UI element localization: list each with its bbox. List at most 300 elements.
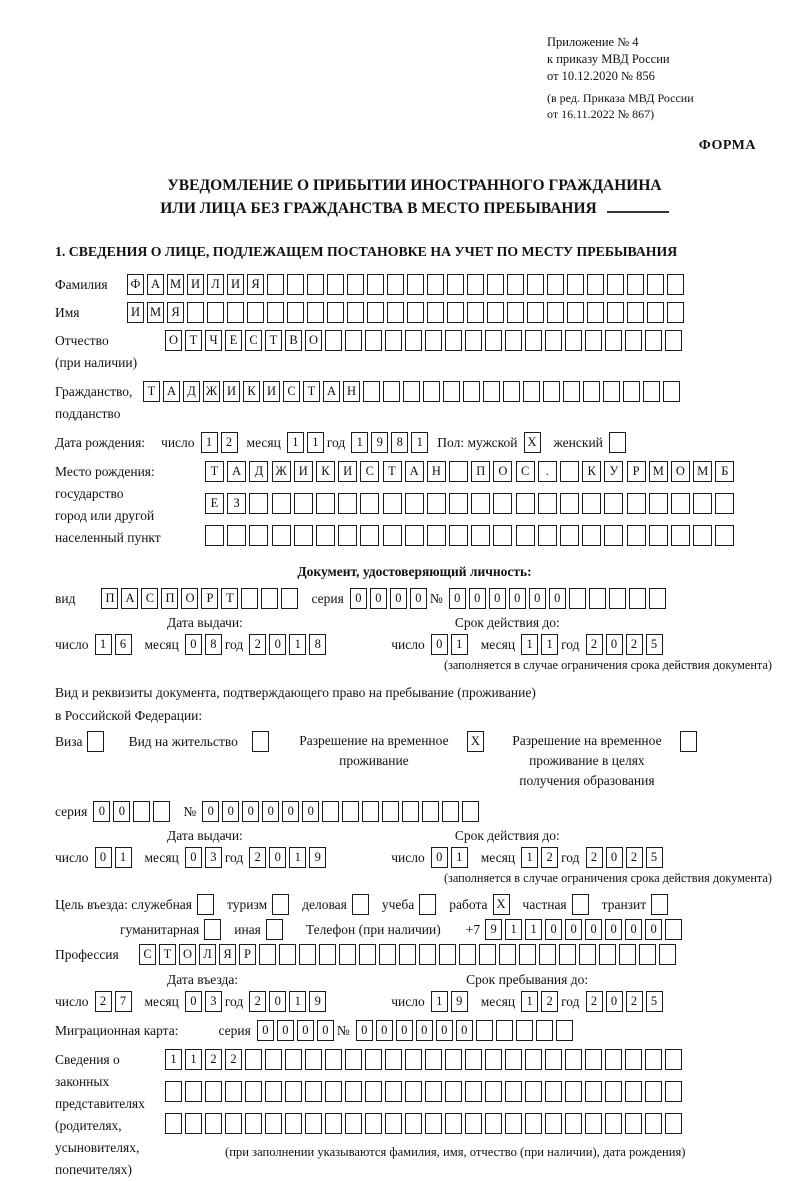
char-cell[interactable]: Б (715, 461, 734, 482)
char-cell[interactable]: И (127, 302, 144, 323)
entry-day-input[interactable] (95, 991, 135, 1012)
char-cell[interactable]: Д (183, 381, 200, 402)
char-cell[interactable] (505, 330, 522, 351)
char-cell[interactable]: 2 (249, 991, 266, 1012)
id-issue-day-input[interactable] (95, 634, 135, 655)
name-input[interactable] (127, 302, 687, 323)
phone-input[interactable] (485, 919, 685, 940)
char-cell[interactable] (693, 493, 712, 514)
char-cell[interactable] (382, 801, 399, 822)
char-cell[interactable] (527, 274, 544, 295)
char-cell[interactable] (465, 1049, 482, 1070)
char-cell[interactable] (479, 944, 496, 965)
purpose-humanitarian-checkbox[interactable] (204, 919, 224, 940)
purpose-business-checkbox[interactable] (352, 894, 372, 915)
char-cell[interactable] (647, 302, 664, 323)
char-cell[interactable] (423, 381, 440, 402)
char-cell[interactable] (499, 944, 516, 965)
char-cell[interactable] (207, 302, 224, 323)
char-cell[interactable] (449, 525, 468, 546)
char-cell[interactable]: К (243, 381, 260, 402)
char-cell[interactable] (365, 330, 382, 351)
char-cell[interactable]: 1 (521, 847, 538, 868)
char-cell[interactable] (445, 330, 462, 351)
char-cell[interactable] (525, 1113, 542, 1134)
char-cell[interactable] (383, 381, 400, 402)
char-cell[interactable] (447, 274, 464, 295)
char-cell[interactable]: 2 (586, 634, 603, 655)
char-cell[interactable]: Т (221, 588, 238, 609)
char-cell[interactable] (483, 381, 500, 402)
char-cell[interactable] (362, 801, 379, 822)
char-cell[interactable] (565, 1113, 582, 1134)
char-cell[interactable]: 2 (541, 847, 558, 868)
char-cell[interactable] (403, 381, 420, 402)
migration-number-input[interactable] (356, 1020, 576, 1041)
char-cell[interactable] (565, 1049, 582, 1070)
char-cell[interactable]: 7 (115, 991, 132, 1012)
char-cell[interactable] (538, 525, 557, 546)
char-cell[interactable]: 2 (626, 847, 643, 868)
char-cell[interactable]: А (405, 461, 424, 482)
char-cell[interactable] (507, 302, 524, 323)
char-cell[interactable]: О (493, 461, 512, 482)
char-cell[interactable] (647, 274, 664, 295)
char-cell[interactable] (252, 731, 269, 752)
char-cell[interactable] (285, 1081, 302, 1102)
sex-male-checkbox[interactable] (524, 432, 544, 453)
char-cell[interactable] (476, 1020, 493, 1041)
char-cell[interactable]: П (161, 588, 178, 609)
char-cell[interactable]: Д (249, 461, 268, 482)
char-cell[interactable] (87, 731, 104, 752)
char-cell[interactable]: Т (159, 944, 176, 965)
char-cell[interactable] (352, 894, 369, 915)
char-cell[interactable] (582, 525, 601, 546)
id-issue-year-input[interactable] (249, 634, 329, 655)
char-cell[interactable] (560, 525, 579, 546)
char-cell[interactable] (619, 944, 636, 965)
char-cell[interactable] (185, 1081, 202, 1102)
char-cell[interactable]: 1 (451, 847, 468, 868)
char-cell[interactable]: 0 (410, 588, 427, 609)
char-cell[interactable]: А (323, 381, 340, 402)
char-cell[interactable]: 2 (586, 991, 603, 1012)
char-cell[interactable]: 0 (605, 919, 622, 940)
char-cell[interactable] (294, 525, 313, 546)
char-cell[interactable] (267, 302, 284, 323)
char-cell[interactable] (338, 493, 357, 514)
char-cell[interactable]: И (263, 381, 280, 402)
char-cell[interactable] (383, 525, 402, 546)
char-cell[interactable] (307, 302, 324, 323)
char-cell[interactable] (680, 731, 697, 752)
char-cell[interactable] (197, 894, 214, 915)
char-cell[interactable] (425, 330, 442, 351)
char-cell[interactable]: 2 (626, 634, 643, 655)
char-cell[interactable]: 0 (529, 588, 546, 609)
char-cell[interactable]: Я (247, 274, 264, 295)
char-cell[interactable] (587, 302, 604, 323)
char-cell[interactable] (405, 330, 422, 351)
char-cell[interactable]: Р (627, 461, 646, 482)
char-cell[interactable] (419, 894, 436, 915)
char-cell[interactable] (565, 330, 582, 351)
char-cell[interactable]: У (604, 461, 623, 482)
char-cell[interactable] (665, 1049, 682, 1070)
purpose-study-checkbox[interactable] (419, 894, 439, 915)
char-cell[interactable] (204, 919, 221, 940)
char-cell[interactable]: 0 (269, 847, 286, 868)
char-cell[interactable] (265, 1113, 282, 1134)
char-cell[interactable]: 0 (416, 1020, 433, 1041)
char-cell[interactable]: М (167, 274, 184, 295)
char-cell[interactable] (671, 493, 690, 514)
char-cell[interactable] (407, 302, 424, 323)
char-cell[interactable] (305, 1113, 322, 1134)
id-number-input[interactable] (449, 588, 669, 609)
char-cell[interactable] (625, 330, 642, 351)
char-cell[interactable] (307, 274, 324, 295)
char-cell[interactable]: С (245, 330, 262, 351)
char-cell[interactable] (639, 944, 656, 965)
char-cell[interactable] (559, 944, 576, 965)
char-cell[interactable] (439, 944, 456, 965)
char-cell[interactable] (383, 493, 402, 514)
char-cell[interactable]: 0 (93, 801, 110, 822)
char-cell[interactable] (567, 274, 584, 295)
char-cell[interactable] (319, 944, 336, 965)
char-cell[interactable] (272, 493, 291, 514)
char-cell[interactable] (325, 1081, 342, 1102)
char-cell[interactable] (345, 1113, 362, 1134)
char-cell[interactable] (545, 1081, 562, 1102)
char-cell[interactable] (527, 302, 544, 323)
char-cell[interactable] (582, 493, 601, 514)
char-cell[interactable] (627, 274, 644, 295)
char-cell[interactable] (205, 1113, 222, 1134)
char-cell[interactable] (345, 1081, 362, 1102)
char-cell[interactable] (305, 1049, 322, 1070)
char-cell[interactable] (605, 1081, 622, 1102)
char-cell[interactable] (165, 1113, 182, 1134)
char-cell[interactable]: Я (167, 302, 184, 323)
char-cell[interactable]: С (141, 588, 158, 609)
id-valid-month-input[interactable] (521, 634, 561, 655)
char-cell[interactable]: 1 (351, 432, 368, 453)
char-cell[interactable] (560, 493, 579, 514)
char-cell[interactable] (545, 1113, 562, 1134)
char-cell[interactable]: С (139, 944, 156, 965)
birth-year-input[interactable] (351, 432, 431, 453)
char-cell[interactable] (249, 525, 268, 546)
char-cell[interactable] (359, 944, 376, 965)
char-cell[interactable]: 8 (309, 634, 326, 655)
char-cell[interactable]: 2 (95, 991, 112, 1012)
char-cell[interactable]: 0 (390, 588, 407, 609)
char-cell[interactable]: Т (185, 330, 202, 351)
residence-permit-checkbox[interactable] (252, 731, 272, 752)
char-cell[interactable] (419, 944, 436, 965)
char-cell[interactable]: М (693, 461, 712, 482)
char-cell[interactable] (281, 588, 298, 609)
purpose-private-checkbox[interactable] (572, 894, 592, 915)
char-cell[interactable]: Т (383, 461, 402, 482)
char-cell[interactable] (402, 801, 419, 822)
char-cell[interactable] (385, 1081, 402, 1102)
char-cell[interactable] (285, 1113, 302, 1134)
char-cell[interactable] (625, 1113, 642, 1134)
char-cell[interactable] (471, 493, 490, 514)
char-cell[interactable]: 0 (509, 588, 526, 609)
char-cell[interactable]: О (671, 461, 690, 482)
char-cell[interactable] (589, 588, 606, 609)
char-cell[interactable] (545, 1049, 562, 1070)
char-cell[interactable] (560, 461, 579, 482)
char-cell[interactable] (487, 302, 504, 323)
char-cell[interactable]: 0 (625, 919, 642, 940)
char-cell[interactable]: 0 (282, 801, 299, 822)
char-cell[interactable] (325, 1049, 342, 1070)
char-cell[interactable]: Я (219, 944, 236, 965)
char-cell[interactable]: 0 (431, 847, 448, 868)
char-cell[interactable]: 9 (371, 432, 388, 453)
char-cell[interactable]: 0 (262, 801, 279, 822)
char-cell[interactable]: Т (303, 381, 320, 402)
char-cell[interactable] (523, 381, 540, 402)
char-cell[interactable]: Р (201, 588, 218, 609)
char-cell[interactable] (443, 381, 460, 402)
char-cell[interactable] (327, 302, 344, 323)
char-cell[interactable] (305, 1081, 322, 1102)
char-cell[interactable] (659, 944, 676, 965)
char-cell[interactable]: П (471, 461, 490, 482)
char-cell[interactable] (405, 493, 424, 514)
char-cell[interactable] (339, 944, 356, 965)
char-cell[interactable] (463, 381, 480, 402)
purpose-transit-checkbox[interactable] (651, 894, 671, 915)
char-cell[interactable]: 3 (205, 847, 222, 868)
purpose-tourism-checkbox[interactable] (272, 894, 292, 915)
char-cell[interactable]: 2 (626, 991, 643, 1012)
char-cell[interactable] (345, 1049, 362, 1070)
char-cell[interactable] (505, 1081, 522, 1102)
char-cell[interactable]: С (516, 461, 535, 482)
char-cell[interactable] (563, 381, 580, 402)
char-cell[interactable] (525, 1049, 542, 1070)
char-cell[interactable]: О (305, 330, 322, 351)
char-cell[interactable] (493, 493, 512, 514)
char-cell[interactable]: И (227, 274, 244, 295)
char-cell[interactable] (585, 330, 602, 351)
char-cell[interactable]: . (538, 461, 557, 482)
char-cell[interactable] (605, 330, 622, 351)
char-cell[interactable]: З (227, 493, 246, 514)
representatives-row2-input[interactable] (165, 1081, 685, 1102)
char-cell[interactable] (547, 274, 564, 295)
char-cell[interactable]: 2 (249, 847, 266, 868)
char-cell[interactable]: X (524, 432, 541, 453)
char-cell[interactable] (265, 1049, 282, 1070)
char-cell[interactable]: М (649, 461, 668, 482)
char-cell[interactable]: 0 (317, 1020, 334, 1041)
birthplace-row3-input[interactable] (205, 525, 738, 546)
char-cell[interactable] (367, 302, 384, 323)
char-cell[interactable]: А (163, 381, 180, 402)
char-cell[interactable] (425, 1113, 442, 1134)
birth-day-input[interactable] (201, 432, 241, 453)
char-cell[interactable] (442, 801, 459, 822)
char-cell[interactable] (249, 493, 268, 514)
char-cell[interactable] (471, 525, 490, 546)
char-cell[interactable]: 2 (225, 1049, 242, 1070)
char-cell[interactable] (467, 274, 484, 295)
char-cell[interactable] (347, 302, 364, 323)
char-cell[interactable]: 0 (185, 847, 202, 868)
char-cell[interactable]: 1 (165, 1049, 182, 1070)
char-cell[interactable] (449, 493, 468, 514)
char-cell[interactable]: О (179, 944, 196, 965)
char-cell[interactable]: 1 (289, 991, 306, 1012)
char-cell[interactable]: 0 (585, 919, 602, 940)
char-cell[interactable] (279, 944, 296, 965)
char-cell[interactable] (603, 381, 620, 402)
char-cell[interactable]: 1 (287, 432, 304, 453)
char-cell[interactable] (665, 330, 682, 351)
id-series-input[interactable] (350, 588, 430, 609)
char-cell[interactable] (585, 1049, 602, 1070)
char-cell[interactable] (665, 919, 682, 940)
char-cell[interactable] (422, 801, 439, 822)
surname-input[interactable] (127, 274, 687, 295)
char-cell[interactable]: 0 (269, 991, 286, 1012)
char-cell[interactable] (485, 330, 502, 351)
char-cell[interactable] (465, 1113, 482, 1134)
migration-series-input[interactable] (257, 1020, 337, 1041)
char-cell[interactable]: П (101, 588, 118, 609)
char-cell[interactable] (525, 1081, 542, 1102)
char-cell[interactable] (715, 525, 734, 546)
char-cell[interactable] (645, 1081, 662, 1102)
char-cell[interactable]: Р (239, 944, 256, 965)
char-cell[interactable]: Н (343, 381, 360, 402)
char-cell[interactable]: Е (225, 330, 242, 351)
char-cell[interactable] (579, 944, 596, 965)
char-cell[interactable]: А (121, 588, 138, 609)
char-cell[interactable]: 0 (242, 801, 259, 822)
purpose-other-checkbox[interactable] (266, 919, 286, 940)
birthplace-row2-input[interactable] (205, 493, 738, 514)
char-cell[interactable]: 1 (307, 432, 324, 453)
char-cell[interactable] (405, 1049, 422, 1070)
char-cell[interactable] (627, 525, 646, 546)
char-cell[interactable]: 1 (505, 919, 522, 940)
char-cell[interactable] (556, 1020, 573, 1041)
char-cell[interactable]: И (187, 274, 204, 295)
char-cell[interactable]: Ж (272, 461, 291, 482)
char-cell[interactable]: 0 (376, 1020, 393, 1041)
char-cell[interactable]: X (493, 894, 510, 915)
char-cell[interactable]: 0 (277, 1020, 294, 1041)
char-cell[interactable]: 1 (115, 847, 132, 868)
char-cell[interactable] (625, 1081, 642, 1102)
char-cell[interactable] (645, 1049, 662, 1070)
char-cell[interactable] (360, 525, 379, 546)
char-cell[interactable]: 9 (485, 919, 502, 940)
char-cell[interactable] (467, 302, 484, 323)
char-cell[interactable]: С (360, 461, 379, 482)
stay-issue-month-input[interactable] (185, 847, 225, 868)
char-cell[interactable]: 0 (113, 801, 130, 822)
char-cell[interactable]: 1 (289, 847, 306, 868)
char-cell[interactable] (399, 944, 416, 965)
char-cell[interactable]: О (181, 588, 198, 609)
char-cell[interactable] (507, 274, 524, 295)
birth-month-input[interactable] (287, 432, 327, 453)
patronymic-input[interactable] (165, 330, 685, 351)
char-cell[interactable]: 0 (549, 588, 566, 609)
char-cell[interactable] (609, 588, 626, 609)
char-cell[interactable]: 1 (411, 432, 428, 453)
char-cell[interactable] (649, 493, 668, 514)
char-cell[interactable]: 0 (606, 847, 623, 868)
char-cell[interactable]: 0 (297, 1020, 314, 1041)
char-cell[interactable]: Т (205, 461, 224, 482)
char-cell[interactable] (365, 1081, 382, 1102)
char-cell[interactable] (265, 1081, 282, 1102)
char-cell[interactable] (487, 274, 504, 295)
char-cell[interactable]: X (467, 731, 484, 752)
char-cell[interactable]: 0 (645, 919, 662, 940)
char-cell[interactable]: 1 (541, 634, 558, 655)
char-cell[interactable]: 0 (257, 1020, 274, 1041)
char-cell[interactable] (505, 1049, 522, 1070)
char-cell[interactable] (565, 1081, 582, 1102)
char-cell[interactable] (459, 944, 476, 965)
char-cell[interactable] (629, 588, 646, 609)
char-cell[interactable]: Л (207, 274, 224, 295)
char-cell[interactable] (245, 1049, 262, 1070)
entry-month-input[interactable] (185, 991, 225, 1012)
char-cell[interactable]: 2 (205, 1049, 222, 1070)
char-cell[interactable] (287, 274, 304, 295)
char-cell[interactable] (567, 302, 584, 323)
char-cell[interactable] (225, 1081, 242, 1102)
char-cell[interactable] (227, 302, 244, 323)
char-cell[interactable] (316, 525, 335, 546)
char-cell[interactable] (133, 801, 150, 822)
char-cell[interactable] (607, 274, 624, 295)
profession-input[interactable] (139, 944, 679, 965)
char-cell[interactable]: 0 (469, 588, 486, 609)
id-valid-year-input[interactable] (586, 634, 666, 655)
char-cell[interactable]: И (294, 461, 313, 482)
char-cell[interactable] (294, 493, 313, 514)
char-cell[interactable] (604, 525, 623, 546)
id-issue-month-input[interactable] (185, 634, 225, 655)
char-cell[interactable] (485, 1049, 502, 1070)
char-cell[interactable]: Ф (127, 274, 144, 295)
char-cell[interactable] (347, 274, 364, 295)
char-cell[interactable] (607, 302, 624, 323)
char-cell[interactable] (485, 1113, 502, 1134)
char-cell[interactable] (525, 330, 542, 351)
char-cell[interactable]: 0 (356, 1020, 373, 1041)
representatives-row1-input[interactable] (165, 1049, 685, 1070)
sex-female-checkbox[interactable] (609, 432, 629, 453)
char-cell[interactable]: 1 (451, 634, 468, 655)
char-cell[interactable] (604, 493, 623, 514)
